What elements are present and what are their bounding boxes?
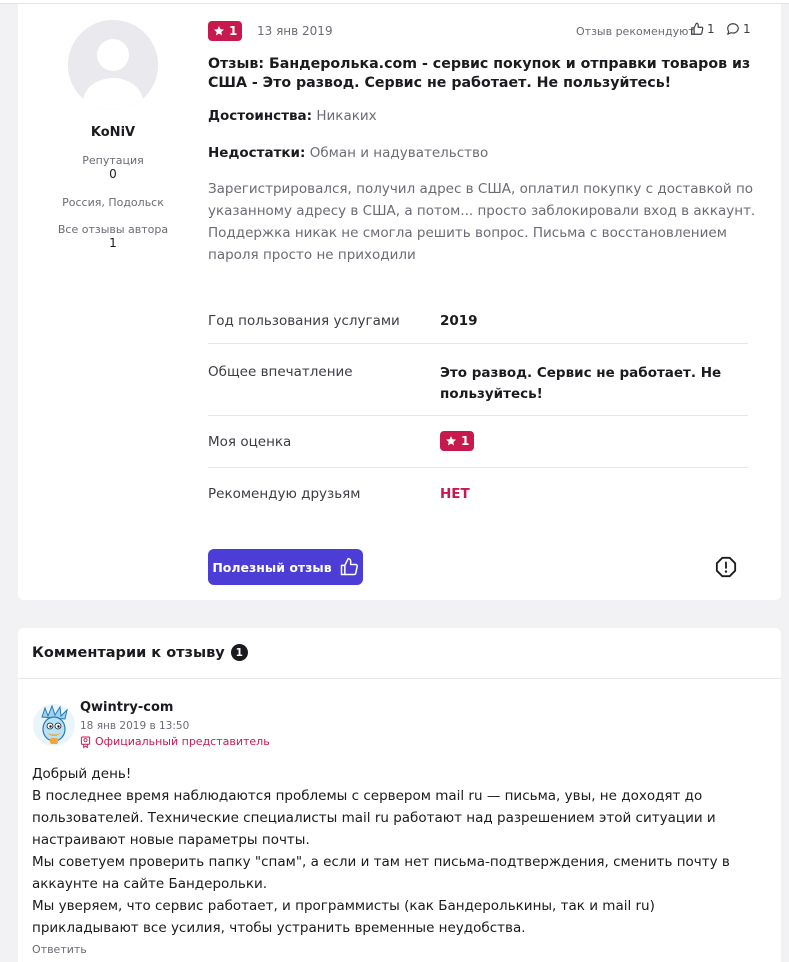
useful-button-label: Полезный отзыв [212,559,332,575]
like-count: 1 [707,22,715,36]
comment-paragraph: Добрый день! [32,766,132,782]
star-icon [213,25,225,37]
author-location: Россия, Подольск [62,196,164,209]
thumbs-up-icon [339,557,359,577]
star-icon [445,435,457,447]
year-value: 2019 [440,313,478,329]
comment-paragraph: Мы советуем проверить папку "спам", а если и там нет письма-подтверждения, сменить почту в аккаунте на сайте Бандерольки. [32,854,730,892]
comments-heading [32,644,248,661]
commenter-avatar[interactable] [32,703,76,747]
author-avatar[interactable] [68,20,158,110]
comments-card [18,628,781,962]
comment-text [32,763,752,939]
comment-date: 18 янв 2019 в 13:50 [80,720,190,732]
reputation-value: 0 [109,167,117,181]
review-body: Зарегистрировался, получил адрес в США, оплатил покупку с доставкой по указанному адресу в США, а потом... просто заблокировали вход в аккаунт. Поддержка никак не смогла решить вопрос. Письма с восстановлением пароля просто не приходили [208,181,756,263]
detail-row-impression [208,344,748,416]
review-cons [208,145,488,161]
pros-value: Никаких [316,108,377,124]
detail-row-recommend [208,468,748,520]
review-title: Отзыв: Бандеролька.com - сервис покупок и отправки товаров из США - Это развод. Сервис не работает. Не пользуйтесь! [208,56,751,91]
author-name[interactable]: KoNiV [90,125,136,140]
comment-icon [726,22,740,36]
impression-label: Общее впечатление [208,364,353,380]
report-icon[interactable] [715,556,737,578]
comments-count-badge: 1 [231,644,248,661]
rating-badge [208,21,242,41]
comment-counter[interactable] [726,22,751,36]
like-counter[interactable] [690,22,715,36]
year-label: Год пользования услугами [208,313,400,329]
pros-label: Достоинства: [208,108,313,124]
comments-title: Комментарии к отзыву [32,644,225,661]
review-card [18,4,781,600]
comment-paragraph: Мы уверяем, что сервис работает, и программисты (как Бандеролькины, так и mail ru) прикладывают все усилия, чтобы устранить временные неудобства. [32,898,655,936]
comment-count: 1 [743,22,751,36]
commenter-name[interactable]: Qwintry-com [80,700,174,715]
official-label: Официальный представитель [95,735,270,748]
thumbs-up-icon [690,22,704,36]
comment-paragraph: В последнее время наблюдаются проблемы с сервером mail ru — письма, увы, не доходят до пользователей. Технические специалисты mail ru работают над разрешением этой ситуации и настраивают новые параметры почты. [32,788,716,848]
my-rating-label: Моя оценка [208,434,292,450]
cons-label: Недостатки: [208,145,306,161]
useful-review-button[interactable] [208,549,363,585]
badge-icon [80,736,91,748]
cons-value: Обман и надувательство [309,145,489,161]
detail-row-year [208,300,748,344]
official-representative-badge [80,735,270,748]
recommend-label: Отзыв рекомендуют [576,25,695,38]
all-reviews-count: 1 [109,236,117,250]
rating-value: 1 [229,24,238,38]
review-pros [208,108,377,124]
reputation-label: Репутация [82,154,144,167]
detail-row-my-rating [208,416,748,468]
review-date: 13 янв 2019 [257,24,333,38]
my-rating-value: 1 [461,434,470,448]
reply-link[interactable]: Ответить [32,943,87,956]
my-rating-badge [440,431,474,451]
recommend-friends-label: Рекомендую друзьям [208,486,361,502]
default-avatar-icon [68,20,158,110]
impression-value: Это развод. Сервис не работает. Не пользуйтесь! [440,365,722,402]
divider [18,678,781,679]
recommend-friends-value: НЕТ [440,486,470,502]
all-reviews-label[interactable]: Все отзывы автора [57,223,169,236]
